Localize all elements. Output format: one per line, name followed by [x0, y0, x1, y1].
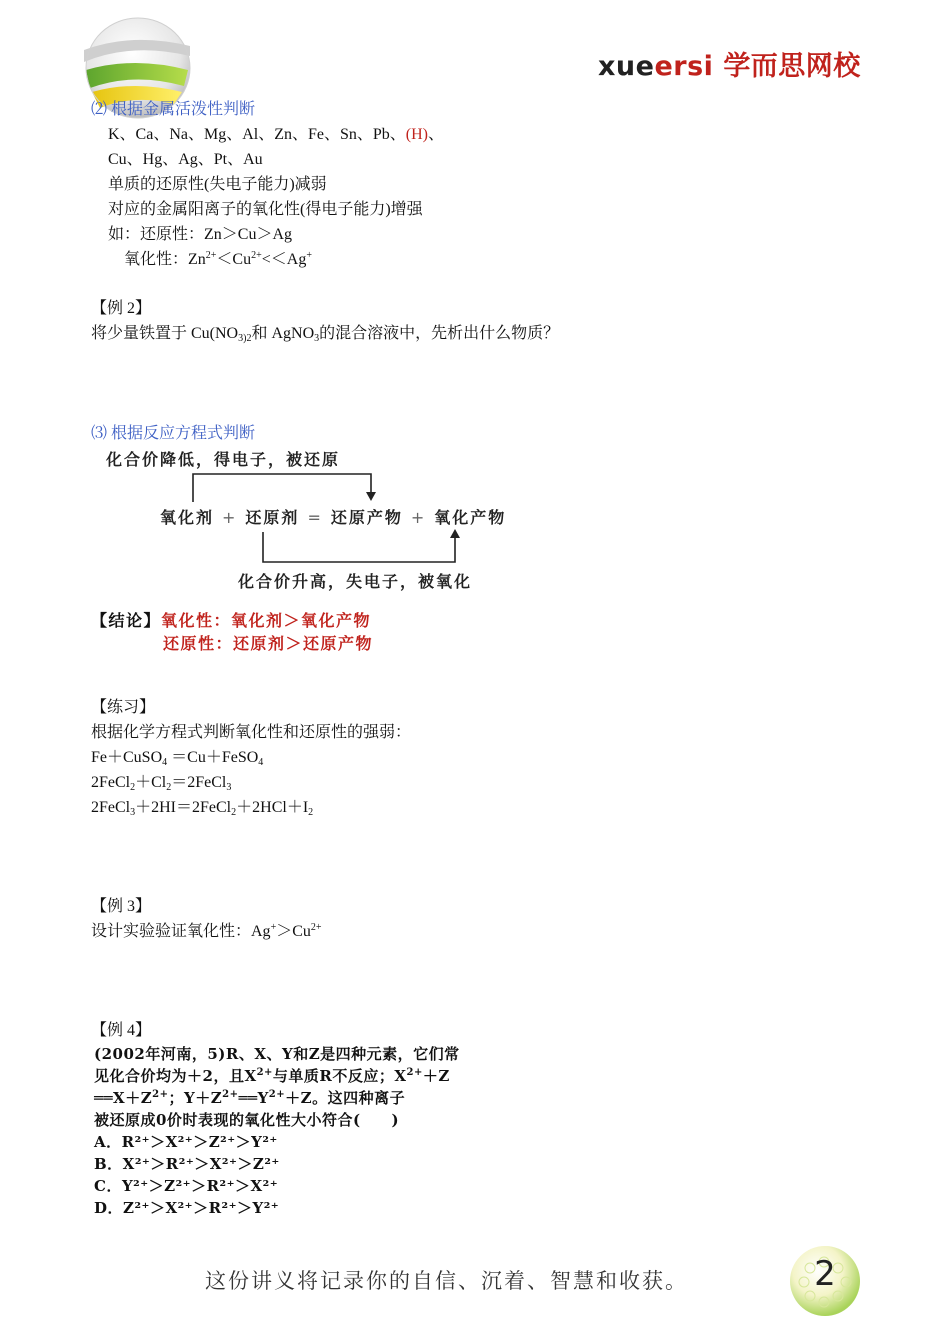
- example-oxidation-order: 氧化性：$Zn^{2+}<Cu^{2+}<<Ag^+$: [124, 250, 312, 268]
- section3-title: ⑶ 根据反应方程式判断: [91, 425, 256, 442]
- arrow-oxidation-path: [263, 532, 455, 562]
- brand-latin-1: xue: [598, 51, 655, 82]
- example2-label: 【例 2】: [91, 300, 152, 317]
- hydrogen-marker: (H): [405, 126, 429, 143]
- activity-series-line1: K、Ca、Na、Mg、Al、Zn、Fe、Sn、Pb、(H)、: [108, 126, 445, 143]
- page-number-badge: [788, 1244, 862, 1318]
- example4-option-c: C．Y²⁺＞Z²⁺＞R²⁺＞X²⁺: [94, 1177, 279, 1195]
- diagram-bottom-caption: 化合价升高，失电子，被氧化: [238, 572, 473, 591]
- example4-line2: 见化合价均为＋2，且$X^{2+}$与单质R不反应；$X^{2+}+Z$: [94, 1067, 450, 1085]
- brand-logo-text: [598, 44, 861, 83]
- example3-label: 【例 3】: [91, 898, 152, 915]
- arrow-oxidation-head: [450, 529, 460, 538]
- practice-label: 【练习】: [91, 699, 156, 716]
- diagram-top-caption: 化合价降低，得电子，被还原: [106, 450, 341, 469]
- conclusion-label: 【结论】: [91, 611, 162, 630]
- example3-question: 设计实验验证氧化性：$Ag^+>Cu^{2+}$: [91, 922, 322, 940]
- arrow-reduction-path: [193, 474, 371, 502]
- conclusion-line2: 还原性：还原剂＞还原产物: [163, 634, 374, 653]
- example4-line1: (2002年河南，5)R、X、Y和Z是四种元素，它们常: [94, 1045, 460, 1063]
- section2-title: ⑵ 根据金属活泼性判断: [91, 101, 256, 118]
- example4-label: 【例 4】: [91, 1022, 152, 1039]
- reductant-term: 还原剂: [245, 508, 300, 527]
- example4-option-b: B．X²⁺＞R²⁺＞X²⁺＞Z²⁺: [94, 1155, 280, 1173]
- example2-question: 将少量铁置于 $Cu(NO_{3)2}$和 AgNO$_3$的混合溶液中，先析出什么物质？: [91, 325, 560, 344]
- brand-cn: 学而思网校: [723, 51, 861, 82]
- example4-line3: $══X+Z^{2+}$；$Y+Z^{2+}══Y^{2+}+Z$。这四种离子: [94, 1089, 406, 1107]
- footer-slogan: 这份讲义将记录你的自信、沉着、智慧和收获。: [205, 1269, 688, 1293]
- arrow-reduction-head: [366, 492, 376, 501]
- brand-latin-2: ersi: [654, 51, 714, 82]
- oxidation-product-term: 氧化产物: [434, 508, 507, 527]
- practice-prompt: 根据化学方程式判断氧化性和还原性的强弱：: [91, 724, 412, 741]
- activity-series-line2: Cu、Hg、Ag、Pt、Au: [108, 151, 263, 168]
- page-number: 2: [814, 1254, 836, 1294]
- practice-equation-3: $2FeCl_3+2HI=2FeCl_2+2HCl+I_2$: [91, 799, 314, 818]
- reduction-product-term: 还原产物: [330, 508, 403, 527]
- practice-equation-1: Fe＋CuSO$_4$ ＝Cu＋FeSO$_4$: [91, 749, 264, 768]
- example4-line4: 被还原成0价时表现的氧化性大小符合( ): [94, 1111, 400, 1129]
- oxidant-term: 氧化剂: [160, 508, 215, 527]
- example4-option-d: D．Z²⁺＞X²⁺＞R²⁺＞Y²⁺: [94, 1199, 280, 1217]
- rule-reduction: 单质的还原性(失电子能力)减弱: [108, 176, 327, 193]
- example-reduction-order: 如：还原性：Zn＞Cu＞Ag: [108, 226, 293, 243]
- conclusion-line1: 【结论】氧化性：氧化剂＞氧化产物: [91, 611, 372, 630]
- example4-option-a: A．R²⁺＞X²⁺＞Z²⁺＞Y²⁺: [94, 1133, 278, 1151]
- rule-oxidation: 对应的金属阳离子的氧化性(得电子能力)增强: [108, 201, 423, 218]
- redox-equation: 氧化剂 + 还原剂 = 还原产物 + 氧化产物: [160, 508, 507, 527]
- practice-equation-2: $2FeCl_2+Cl_2=2FeCl_3$: [91, 774, 232, 793]
